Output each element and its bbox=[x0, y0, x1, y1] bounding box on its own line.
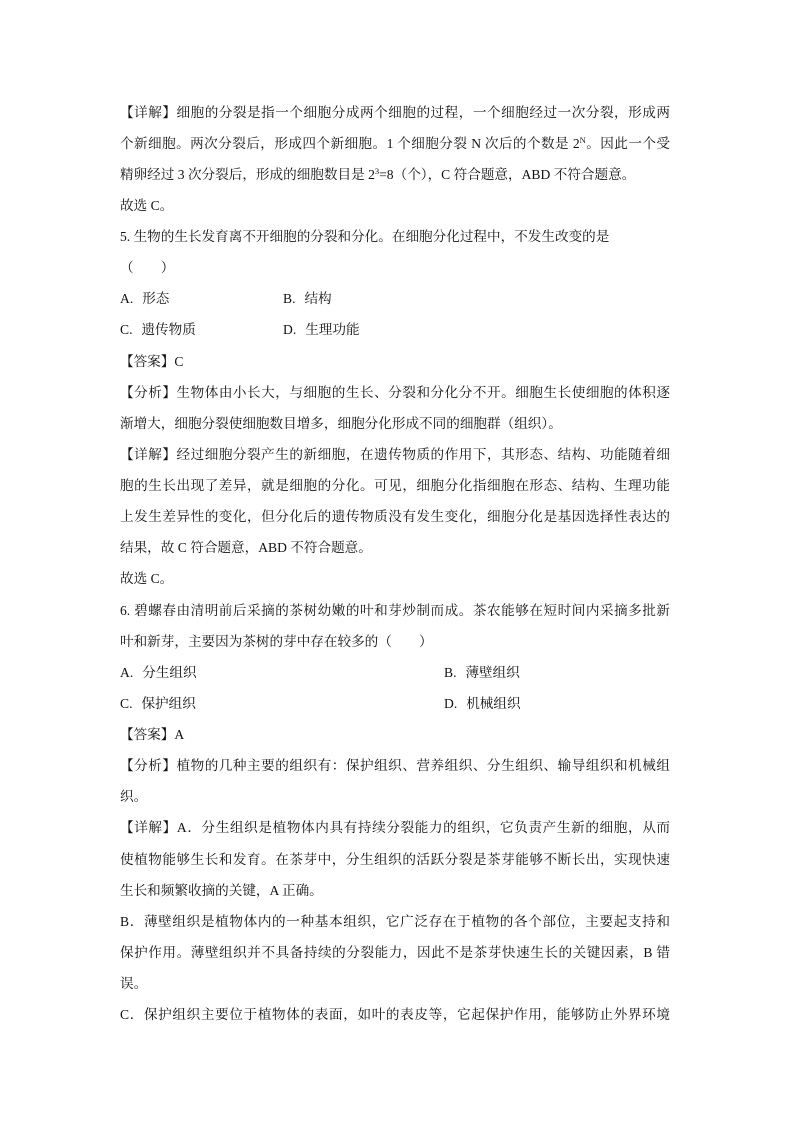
analysis-text: 生物体由小长大，与细胞的生长、分裂和分化分不开。细胞生长使细胞的体积逐 bbox=[176, 384, 671, 400]
exponent: N bbox=[579, 134, 586, 145]
option-letter: B. bbox=[444, 664, 457, 680]
q5-detail-line-3: 上发生差异性的变化，但分化后的遗传物质没有发生变化，细胞分化是基因选择性表达的 bbox=[120, 509, 670, 525]
q6-detail-b-line-3: 误。 bbox=[120, 976, 148, 991]
option-text: 机械组织 bbox=[466, 695, 521, 711]
option-letter: D. bbox=[444, 695, 458, 711]
q6-stem-line-2: 叶和新芽，主要因为茶树的芽中存在较多的（ ） bbox=[120, 633, 433, 649]
option-c bbox=[120, 314, 283, 345]
document-body bbox=[120, 97, 670, 1031]
answer-value: C bbox=[174, 353, 184, 369]
q4-conclusion: 故选 C。 bbox=[120, 197, 174, 213]
q5-detail-line-1 bbox=[120, 439, 670, 470]
option-letter: D. bbox=[283, 322, 297, 338]
q5-options-row-2 bbox=[120, 314, 670, 345]
option-letter: B. bbox=[283, 291, 296, 307]
q5-detail-line-2: 胞的生长出现了差异，就是细胞的分化。可见，细胞分化指细胞在形态、结构、生理功能 bbox=[120, 478, 670, 493]
q4-detail-line-1 bbox=[120, 97, 670, 128]
q5-detail-line-4: 结果，故 C 符合题意，ABD 不符合题意。 bbox=[120, 540, 372, 556]
detail-label: 【详解】 bbox=[120, 446, 177, 462]
detail-text: 细胞的分裂是指一个细胞分成两个细胞的过程，一个细胞经过一次分裂，形成两 bbox=[176, 104, 671, 120]
q5-stem-line-1: 5. 生物的生长发育离不开细胞的分裂和分化。在细胞分化过程中，不发生改变的是 bbox=[120, 229, 610, 244]
analysis-label: 【分析】 bbox=[120, 384, 177, 400]
analysis-text: 植物的几种主要的组织有：保护组织、营养组织、分生组织、输导组织和机械组 bbox=[176, 758, 671, 774]
detail-text: 个新细胞。两次分裂后，形成四个新细胞。1 个细胞分裂 N 次后的个数是 2 bbox=[120, 135, 580, 151]
option-text: 分生组织 bbox=[142, 664, 197, 680]
detail-text: A．分生组织是植物体内具有持续分裂能力的组织，它负责产生新的细胞，从而 bbox=[176, 820, 671, 836]
q6-detail-b-line-1: B．薄壁组织是植物体内的一种基本组织，它广泛存在于植物的各个部位，主要起支持和 bbox=[120, 913, 670, 929]
option-a bbox=[120, 657, 444, 688]
q6-detail-a-line-3: 生长和频繁收摘的关键，A 正确。 bbox=[120, 882, 323, 898]
option-text: 薄壁组织 bbox=[465, 664, 520, 680]
q6-options-row-2 bbox=[120, 688, 670, 719]
option-letter: C. bbox=[120, 322, 133, 338]
answer-label: 【答案】 bbox=[120, 353, 175, 369]
detail-text: =8（个），C 符合题意，ABD 不符合题意。 bbox=[379, 166, 636, 182]
option-letter: A. bbox=[120, 664, 134, 680]
detail-text: 经过细胞分裂产生的新细胞，在遗传物质的作用下，其形态、结构、功能随着细 bbox=[176, 446, 671, 462]
q5-analysis-line-2: 渐增大，细胞分裂使细胞数目增多，细胞分化形成不同的细胞群（组织）。 bbox=[120, 415, 562, 431]
q4-detail-line-2 bbox=[120, 128, 670, 159]
q6-detail-b-line-2: 保护作用。薄壁组织并不具备持续的分裂能力，因此不是茶芽快速生长的关键因素，B 错 bbox=[120, 944, 670, 960]
q4-detail-line-3 bbox=[120, 159, 670, 190]
option-d bbox=[444, 688, 521, 719]
q6-stem-line-1: 6. 碧螺春由清明前后采摘的茶树幼嫩的叶和芽炒制而成。茶农能够在短时间内采摘多批新 bbox=[120, 602, 670, 618]
q5-conclusion: 故选 C。 bbox=[120, 571, 174, 587]
q5-analysis-line-1 bbox=[120, 377, 670, 408]
q6-detail-a-line-1 bbox=[120, 812, 670, 843]
q5-options-row-1 bbox=[120, 283, 670, 314]
detail-label: 【详解】 bbox=[120, 104, 177, 120]
question-5 bbox=[120, 221, 670, 595]
question-4-solution bbox=[120, 97, 670, 222]
detail-text: 精卵经过 3 次分裂后，形成的细胞数目是 2 bbox=[120, 166, 375, 182]
detail-text: 。因此一个受 bbox=[585, 135, 670, 151]
option-text: 生理功能 bbox=[305, 322, 360, 338]
option-d bbox=[283, 314, 360, 345]
q6-answer bbox=[120, 719, 670, 750]
q5-answer bbox=[120, 346, 670, 377]
option-letter: C. bbox=[120, 695, 133, 711]
option-text: 结构 bbox=[304, 291, 332, 307]
option-b bbox=[444, 657, 520, 688]
answer-value: A bbox=[174, 727, 185, 742]
question-6 bbox=[120, 595, 670, 1031]
q6-detail-a-line-2: 使植物能够生长和发育。在茶芽中，分生组织的活跃分裂是茶芽能够不断长出，实现快速 bbox=[120, 851, 670, 867]
q5-stem-line-2: （ ） bbox=[120, 260, 175, 276]
analysis-label: 【分析】 bbox=[120, 758, 177, 774]
q6-analysis-line-1 bbox=[120, 750, 670, 781]
option-text: 遗传物质 bbox=[141, 322, 196, 338]
detail-label: 【详解】 bbox=[120, 820, 177, 836]
answer-label: 【答案】 bbox=[120, 727, 175, 742]
option-a bbox=[120, 283, 283, 314]
option-text: 形态 bbox=[142, 291, 170, 307]
exponent: 3 bbox=[374, 165, 380, 176]
option-b bbox=[283, 283, 332, 314]
option-c bbox=[120, 688, 444, 719]
q6-detail-c-line-1: C．保护组织主要位于植物体的表面，如叶的表皮等，它起保护作用，能够防止外界环境 bbox=[120, 1007, 670, 1023]
q6-options-row-1 bbox=[120, 657, 670, 688]
option-letter: A. bbox=[120, 291, 134, 307]
option-text: 保护组织 bbox=[141, 695, 196, 711]
q6-analysis-line-2: 织。 bbox=[120, 789, 148, 805]
